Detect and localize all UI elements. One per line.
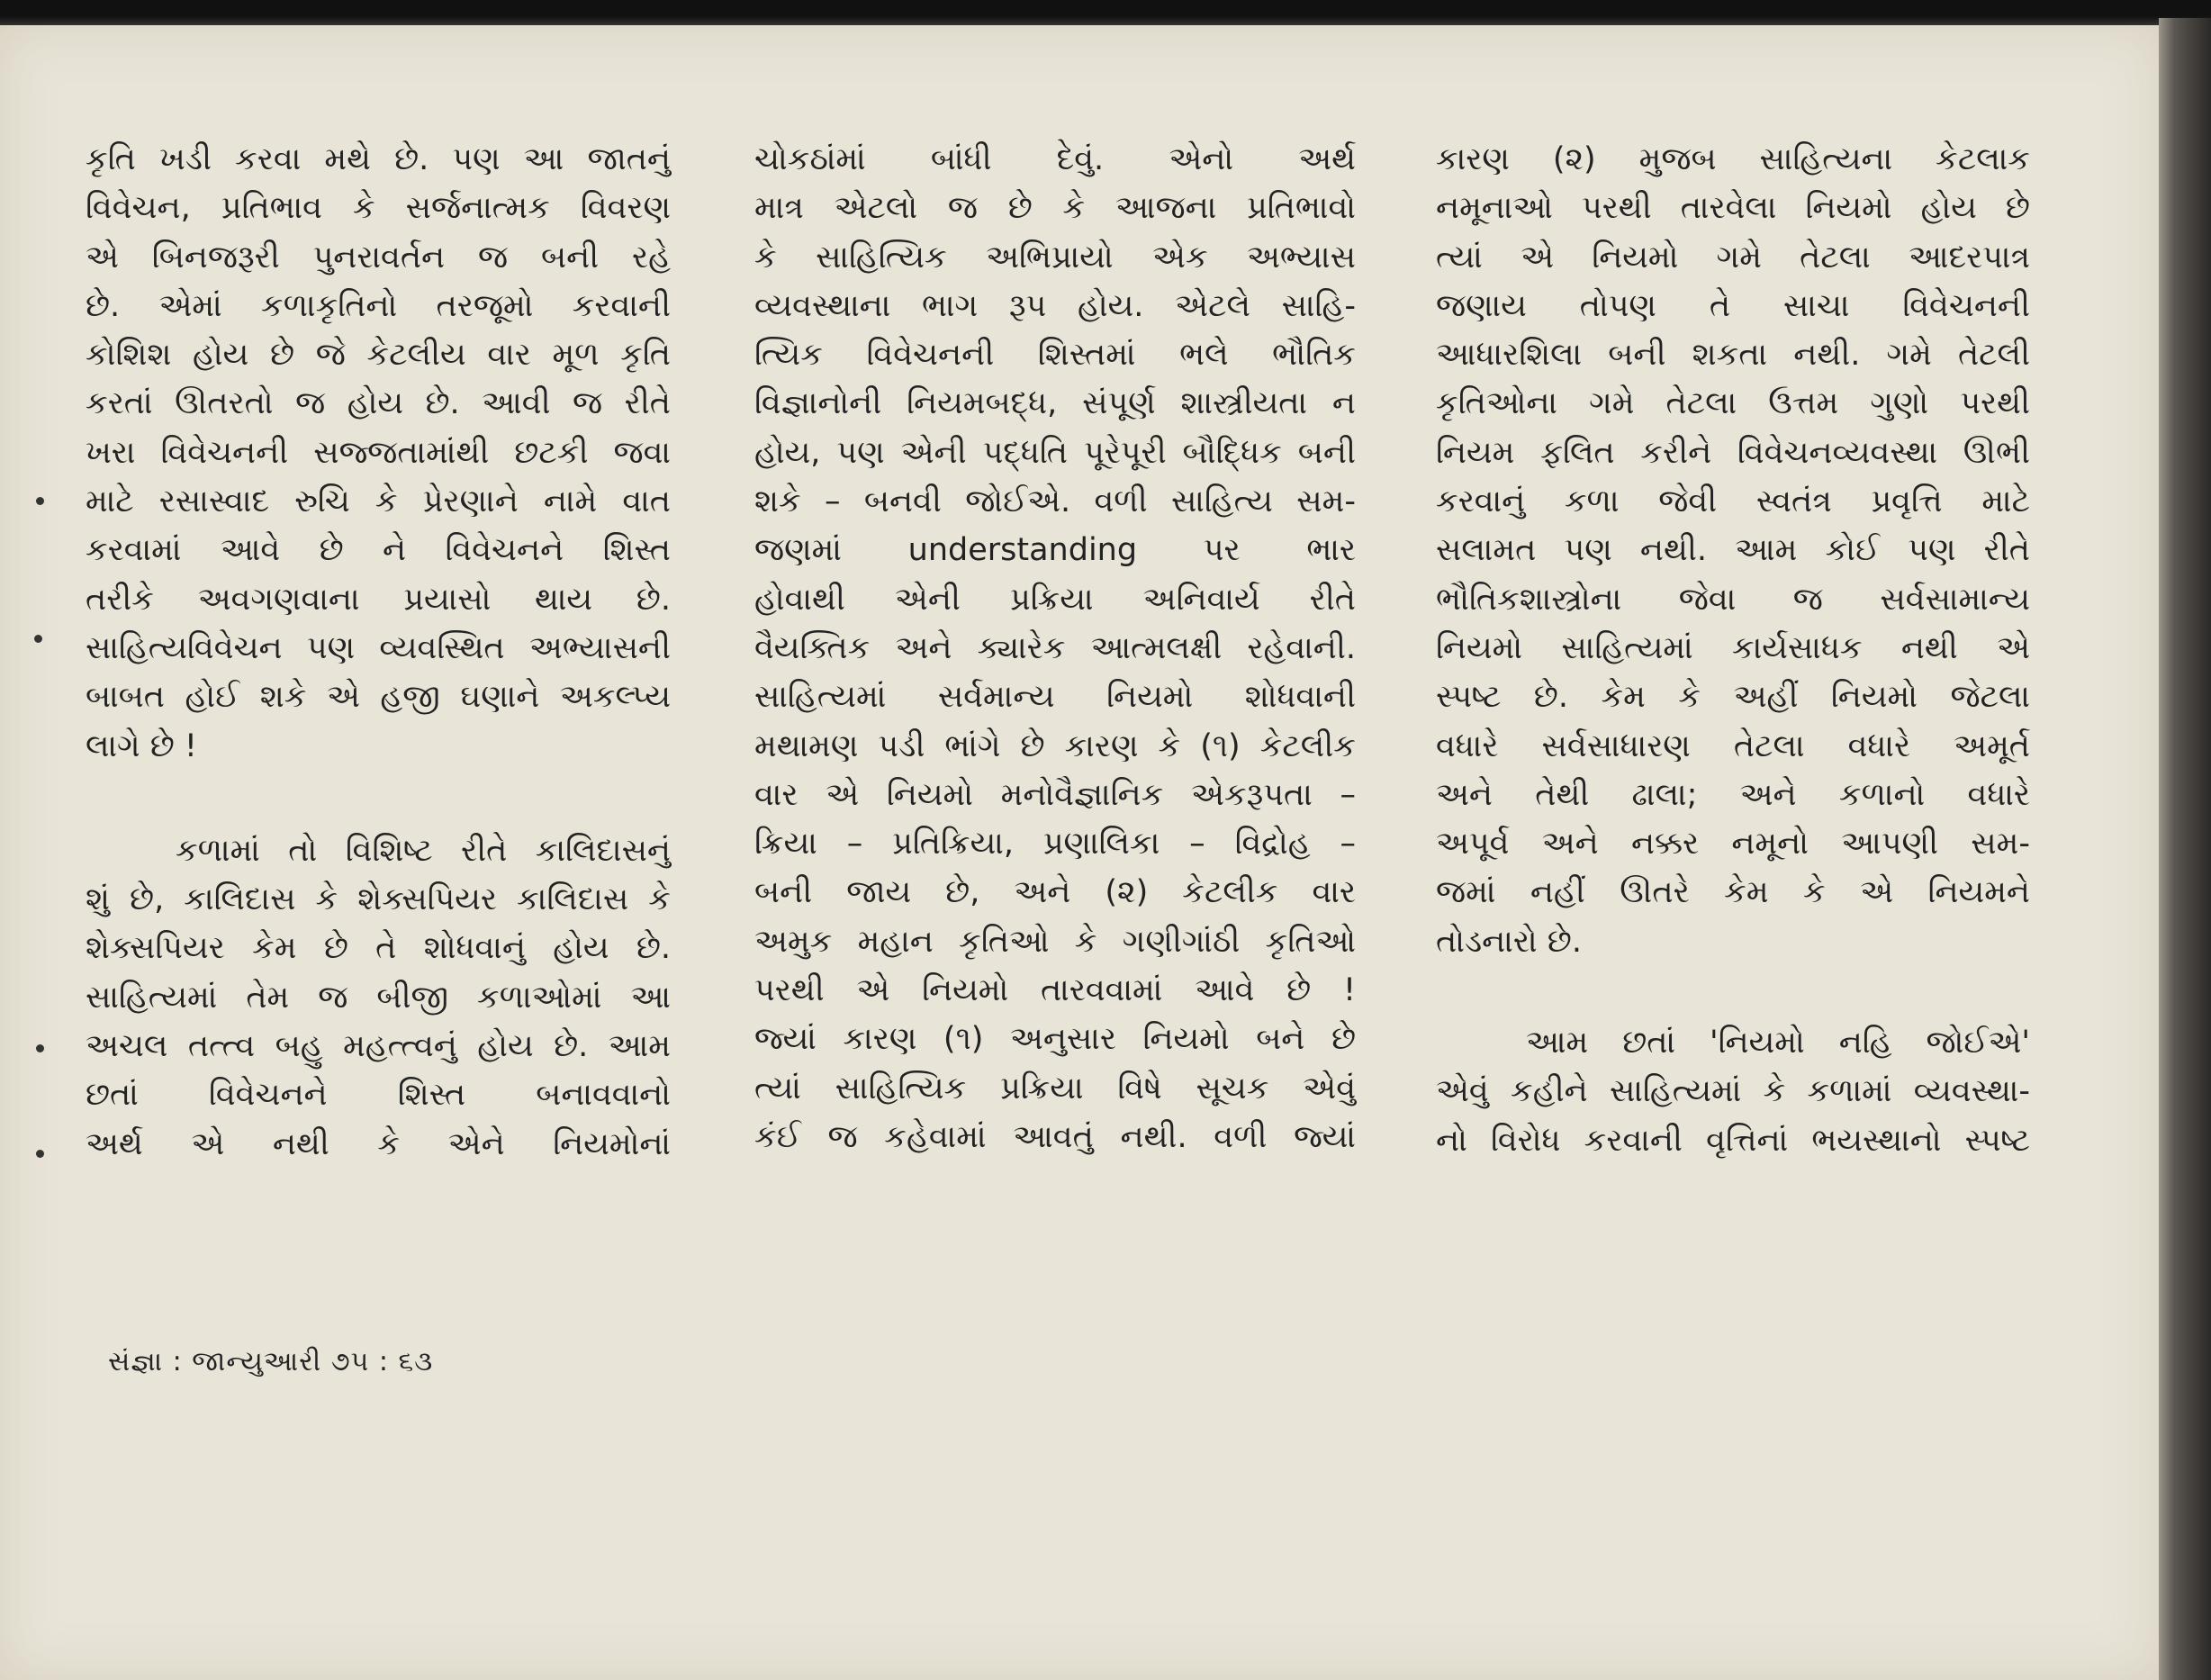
text-line: અર્થ એ નથી કે એને નિયમોનાં: [86, 1125, 671, 1162]
text-column-right: [1436, 135, 2030, 1165]
text-line: સાહિત્યમાં તેમ જ બીજી કળાઓમાં આ: [86, 979, 671, 1016]
text-line: કરવામાં આવે છે ને વિવેચનને શિસ્ત: [86, 532, 671, 569]
text-line: માટે રસાસ્વાદ રુચિ કે પ્રેરણાને નામે વાત: [86, 483, 671, 520]
text-line: હોય, પણ એની પદ્ધતિ પૂરેપૂરી બૌદ્ધિક બની: [754, 434, 1356, 471]
text-line: ક્રિયા – પ્રતિક્રિયા, પ્રણાલિકા – વિદ્રોહ –: [754, 826, 1356, 863]
text-line: વૈયક્તિક અને ક્યારેક આત્મલક્ષી રહેવાની.: [754, 629, 1356, 666]
text-line: આમ છતાં 'નિયમો નહિ જોઈએ': [1526, 1025, 2030, 1061]
text-line: હોવાથી એની પ્રક્રિયા અનિવાર્ય રીતે: [754, 581, 1356, 618]
text-line: એ બિનજરૂરી પુનરાવર્તન જ બની રહે: [86, 239, 671, 275]
text-line: લાગે છે !: [86, 727, 197, 764]
text-line: બની જાય છે, અને (૨) કેટલીક વાર: [754, 874, 1356, 911]
text-line: એવું કહીને સાહિત્યમાં કે કળામાં વ્યવસ્થા-: [1436, 1073, 2030, 1110]
text-line: સલામત પણ નથી. આમ કોઈ પણ રીતે: [1436, 532, 2030, 569]
text-line: કંઈ જ કહેવામાં આવતું નથી. વળી જ્યાં: [754, 1118, 1356, 1155]
text-line: જણાય તોપણ તે સાચા વિવેચનની: [1436, 287, 2030, 324]
text-line: અચલ તત્ત્વ બહુ મહત્ત્વનું હોય છે. આમ: [86, 1028, 671, 1065]
text-line: બાબત હોઈ શકે એ હજી ઘણાને અકલ્પ્ય: [86, 679, 671, 716]
text-line: જણમાં understanding પર ભાર: [754, 532, 1356, 569]
text-line: નો વિરોધ કરવાની વૃત્તિનાં ભયસ્થાનો સ્પષ્ટ: [1436, 1122, 2030, 1159]
margin-dot: [36, 497, 44, 505]
text-line: નિયમો સાહિત્યમાં કાર્યસાધક નથી એ: [1436, 629, 2030, 666]
text-line: ત્યાં એ નિયમો ગમે તેટલા આદરપાત્ર: [1436, 239, 2030, 275]
text-line: કળામાં તો વિશિષ્ટ રીતે કાલિદાસનું: [176, 832, 671, 869]
text-column-middle: [754, 135, 1356, 1161]
text-line: આધારશિલા બની શકતા નથી. ગમે તેટલી: [1436, 337, 2030, 374]
text-line: છે. એમાં કળાકૃતિનો તરજૂમો કરવાની: [86, 287, 671, 324]
text-line: કારણ (૨) મુજબ સાહિત્યના કેટલાક: [1436, 141, 2030, 177]
text-line: તોડનારો છે.: [1436, 923, 1582, 960]
text-line: કે સાહિત્યિક અભિપ્રાયો એક અભ્યાસ: [754, 239, 1356, 275]
text-line: કરતાં ઊતરતો જ હોય છે. આવી જ રીતે: [86, 385, 671, 422]
paragraph: [1436, 135, 2030, 966]
text-line: ચોકઠાંમાં બાંધી દેવું. એનો અર્થ: [754, 141, 1356, 177]
text-line: કૃતિ ખડી કરવા મથે છે. પણ આ જાતનું: [86, 141, 671, 177]
scan-top-edge: [0, 0, 2211, 27]
text-line: શેક્સપિયર કેમ છે તે શોધવાનું હોય છે.: [86, 930, 671, 967]
paragraph: [86, 826, 671, 1169]
text-line: અને તેથી ઢાલા; અને કળાનો વધારે: [1436, 776, 2030, 813]
text-line: સાહિત્યમાં સર્વમાન્ય નિયમો શોધવાની: [754, 679, 1356, 716]
text-line: અપૂર્વ અને નક્કર નમૂનો આપણી સમ-: [1436, 826, 2030, 863]
text-line: ખરા વિવેચનની સજ્જતામાંથી છટકી જવા: [86, 434, 671, 471]
text-line: મથામણ પડી ભાંગે છે કારણ કે (૧) કેટલીક: [754, 727, 1356, 764]
paragraph: [86, 135, 671, 771]
text-line: શું છે, કાલિદાસ કે શેક્સપિયર કાલિદાસ કે: [86, 881, 671, 918]
margin-dot: [36, 1044, 44, 1052]
paragraph: [754, 135, 1356, 1161]
text-line: સાહિત્યવિવેચન પણ વ્યવસ્થિત અભ્યાસની: [86, 629, 671, 666]
text-line: માત્ર એટલો જ છે કે આજના પ્રતિભાવો: [754, 190, 1356, 227]
text-line: ત્યિક વિવેચનની શિસ્તમાં ભલે ભૌતિક: [754, 337, 1356, 374]
text-line: વિજ્ઞાનોની નિયમબદ્ધ, સંપૂર્ણ શાસ્ત્રીયતા ન: [754, 385, 1356, 422]
text-line: કૃતિઓના ગમે તેટલા ઉત્તમ ગુણો પરથી: [1436, 385, 2030, 422]
text-line: જમાં નહીં ઊતરે કેમ કે એ નિયમને: [1436, 874, 2030, 911]
text-line: વધારે સર્વસાધારણ તેટલા વધારે અમૂર્ત: [1436, 727, 2030, 764]
text-line: વિવેચન, પ્રતિભાવ કે સર્જનાત્મક વિવરણ: [86, 190, 671, 227]
text-line: સ્પષ્ટ છે. કેમ કે અહીં નિયમો જેટલા: [1436, 679, 2030, 716]
text-line: વાર એ નિયમો મનોવૈજ્ઞાનિક એકરૂપતા –: [754, 776, 1356, 813]
text-line: નિયમ ફલિત કરીને વિવેચનવ્યવસ્થા ઊભી: [1436, 434, 2030, 471]
text-line: કોશિશ હોય છે જે કેટલીય વાર મૂળ કૃતિ: [86, 337, 671, 374]
text-line: વ્યવસ્થાના ભાગ રૂપ હોય. એટલે સાહિ-: [754, 287, 1356, 324]
text-line: તરીકે અવગણવાના પ્રયાસો થાય છે.: [86, 581, 671, 618]
text-line: જ્યાં કારણ (૧) અનુસાર નિયમો બને છે: [754, 1021, 1356, 1058]
text-line: પરથી એ નિયમો તારવવામાં આવે છે !: [754, 972, 1356, 1009]
text-line: ભૌતિકશાસ્ત્રોના જેવા જ સર્વસામાન્ય: [1436, 581, 2030, 618]
paragraph: [1436, 1018, 2030, 1165]
text-line: ત્યાં સાહિત્યિક પ્રક્રિયા વિષે સૂચક એવું: [754, 1070, 1356, 1106]
text-line: છતાં વિવેચનને શિસ્ત બનાવવાનો: [86, 1077, 671, 1114]
text-line: નમૂનાઓ પરથી તારવેલા નિયમો હોય છે: [1436, 190, 2030, 227]
text-line: શકે – બનવી જોઈએ. વળી સાહિત્ય સમ-: [754, 483, 1356, 520]
text-column-left: [86, 135, 671, 1169]
text-line: અમુક મહાન કૃતિઓ કે ગણીગાંઠી કૃતિઓ: [754, 923, 1356, 960]
text-line: કરવાનું કળા જેવી સ્વતંત્ર પ્રવૃત્તિ માટે: [1436, 483, 2030, 520]
scan-right-edge: [2159, 18, 2211, 1680]
margin-dot: [36, 1150, 44, 1158]
margin-dot: [34, 635, 42, 643]
page-footer: સંજ્ઞા : જાન્યુઆરી ૭૫ : ૬૩: [108, 1346, 434, 1377]
